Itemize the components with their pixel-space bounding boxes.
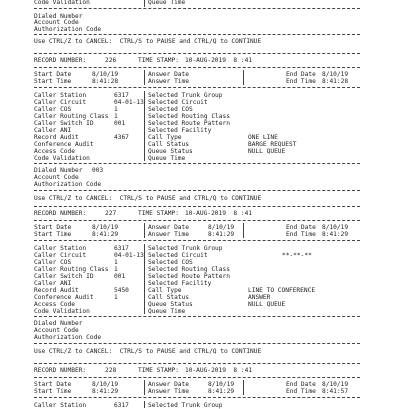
field-label: Caller Circuit <box>34 252 87 259</box>
time-stamp-label: TIME STAMP: <box>138 367 179 374</box>
end-time-label: End Time <box>286 388 316 395</box>
start-time: 8:41:28 <box>92 78 119 85</box>
header-rule <box>34 67 360 68</box>
field-value: 6317 <box>114 245 129 252</box>
answer-time: 8:41:29 <box>208 231 235 238</box>
column-divider <box>144 223 145 238</box>
field-label: Conference Audit <box>34 294 94 301</box>
field-label: Call Type <box>148 134 182 141</box>
field-label: Selected Facility <box>148 280 212 287</box>
start-time-label: Start Time <box>34 231 72 238</box>
field-value: **-**-** <box>282 252 312 259</box>
field-value: 4367 <box>114 134 129 141</box>
record-number: 228 <box>105 367 117 374</box>
time-stamp-label: TIME STAMP: <box>138 57 179 64</box>
field-value: 1 <box>114 113 118 120</box>
field-label: Selected Route Pattern <box>148 120 230 127</box>
date-block-rule <box>34 87 360 88</box>
field-label: Authorization Code <box>34 334 102 341</box>
field-value: 1 <box>114 106 118 113</box>
end-date-label: End Date <box>286 71 316 78</box>
header-rule <box>34 220 360 221</box>
record-top-rule <box>34 363 360 364</box>
field-value: 1 <box>114 259 118 266</box>
fields-rule <box>34 316 360 317</box>
field-label: Queue Time <box>148 0 186 6</box>
answer-date-label: Answer Date <box>148 224 189 231</box>
answer-date-label: Answer Date <box>148 71 189 78</box>
field-label: Caller Switch ID <box>34 273 94 280</box>
field-label: Selected Facility <box>148 127 212 134</box>
record-number-label: RECORD NUMBER: <box>34 367 87 374</box>
date-block-rule <box>34 240 360 241</box>
continue-message: Use CTRL/Z to CANCEL: CTRL/S to PAUSE and CTRL/Q to CONTINUE <box>34 348 262 355</box>
column-divider <box>144 70 145 85</box>
field-label: Caller Circuit <box>34 99 87 106</box>
field-label: Selected Routing Class <box>148 113 230 120</box>
answer-date: 8/10/19 <box>208 381 235 388</box>
answer-date-label: Answer Date <box>148 381 189 388</box>
start-time-label: Start Time <box>34 388 72 395</box>
field-label: Call Status <box>148 294 189 301</box>
record-number: 227 <box>105 210 117 217</box>
continue-message: Use CTRL/Z to CANCEL: CTRL/S to PAUSE and CTRL/Q to CONTINUE <box>34 195 262 202</box>
field-value: 003 <box>92 167 104 174</box>
field-label: Caller Routing Class <box>34 266 109 273</box>
field-value: 04-01-13 <box>114 252 144 259</box>
record-top-rule <box>34 53 360 54</box>
answer-time-label: Answer Time <box>148 388 189 395</box>
field-value: 001 <box>114 273 126 280</box>
dashed-rule <box>34 34 360 35</box>
field-value: NULL QUEUE <box>248 148 286 155</box>
field-label: Dialed Number <box>34 167 83 174</box>
start-date-label: Start Date <box>34 224 72 231</box>
column-divider <box>243 223 244 238</box>
field-label: Caller ANI <box>34 127 72 134</box>
field-value: 001 <box>114 120 126 127</box>
time-stamp: 10-AUG-2019 8 :41 <box>185 210 253 217</box>
end-date: 8/10/19 <box>322 224 349 231</box>
field-label: Dialed Number <box>34 13 83 20</box>
start-date: 8/10/19 <box>92 381 119 388</box>
field-label: Caller Station <box>34 245 87 252</box>
field-value: 5450 <box>114 287 129 294</box>
field-label: Selected Trunk Group <box>148 402 223 409</box>
end-date: 8/10/19 <box>322 381 349 388</box>
column-divider <box>144 401 145 408</box>
field-label: Queue Status <box>148 301 193 308</box>
field-label: Call Type <box>148 287 182 294</box>
answer-time-label: Answer Time <box>148 78 189 85</box>
field-label: Access Code <box>34 301 75 308</box>
record-number-label: RECORD NUMBER: <box>34 57 87 64</box>
field-label: Selected COS <box>148 259 193 266</box>
header-rule <box>34 377 360 378</box>
record-bottom-rule <box>34 190 360 191</box>
record-number-label: RECORD NUMBER: <box>34 210 87 217</box>
column-divider <box>144 380 145 395</box>
end-date: 8/10/19 <box>322 71 349 78</box>
continue-message: Use CTRL/Z to CANCEL: CTRL/S to PAUSE and CTRL/Q to CONTINUE <box>34 38 262 45</box>
start-date-label: Start Date <box>34 71 72 78</box>
fields-rule <box>34 163 360 164</box>
start-time: 8:41:29 <box>92 231 119 238</box>
field-label: Caller Station <box>34 92 87 99</box>
field-label: Access Code <box>34 148 75 155</box>
dashed-rule <box>34 8 360 9</box>
field-value: 6317 <box>114 92 129 99</box>
field-label: Record Audit <box>34 287 79 294</box>
field-label: Caller COS <box>34 259 72 266</box>
start-date: 8/10/19 <box>92 71 119 78</box>
field-label: Selected Trunk Group <box>148 92 223 99</box>
answer-time-label: Answer Time <box>148 231 189 238</box>
field-label: Selected Routing Class <box>148 266 230 273</box>
field-label: Queue Time <box>148 155 186 162</box>
field-label: Call Status <box>148 141 189 148</box>
field-value: LINE TO CONFERENCE <box>248 287 316 294</box>
field-value: NULL QUEUE <box>248 301 286 308</box>
column-divider <box>243 70 244 85</box>
field-value: 1 <box>114 266 118 273</box>
record-top-rule <box>34 206 360 207</box>
field-value: ANSWER <box>248 294 271 301</box>
field-label: Caller Station <box>34 402 87 409</box>
field-label: Caller COS <box>34 106 72 113</box>
start-time-label: Start Time <box>34 78 72 85</box>
field-label: Authorization Code <box>34 26 102 33</box>
field-label: Code Validation <box>34 155 90 162</box>
field-label: Selected Trunk Group <box>148 245 223 252</box>
date-block-rule <box>34 397 360 398</box>
field-label: Selected Route Pattern <box>148 273 230 280</box>
start-time: 8:41:29 <box>92 388 119 395</box>
field-value: ONE LINE <box>248 134 278 141</box>
record-number: 226 <box>105 57 117 64</box>
field-label: Authorization Code <box>34 181 102 188</box>
field-label: Selected Circuit <box>148 99 208 106</box>
end-time: 8:41:29 <box>322 231 349 238</box>
start-date-label: Start Date <box>34 381 72 388</box>
time-stamp: 10-AUG-2019 8 :41 <box>185 57 253 64</box>
field-value: BARGE REQUEST <box>248 141 297 148</box>
column-divider <box>243 380 244 395</box>
field-value: 04-01-13 <box>114 99 144 106</box>
field-label: Code Validation <box>34 308 90 315</box>
field-label: Caller Routing Class <box>34 113 109 120</box>
field-value: 6317 <box>114 402 129 409</box>
end-time: 8:41:57 <box>322 388 349 395</box>
field-label: Queue Status <box>148 148 193 155</box>
end-date-label: End Date <box>286 381 316 388</box>
field-label: Account Code <box>34 327 79 334</box>
end-time-label: End Time <box>286 231 316 238</box>
time-stamp: 10-AUG-2019 8 :41 <box>185 367 253 374</box>
field-label: Record Audit <box>34 134 79 141</box>
time-stamp-label: TIME STAMP: <box>138 210 179 217</box>
record-bottom-rule <box>34 343 360 344</box>
field-label: Queue Time <box>148 308 186 315</box>
end-time: 8:41:28 <box>322 78 349 85</box>
field-label: Caller Switch ID <box>34 120 94 127</box>
column-divider <box>144 91 145 161</box>
field-label: Selected Circuit <box>148 252 208 259</box>
field-label: Dialed Number <box>34 320 83 327</box>
field-label: Caller ANI <box>34 280 72 287</box>
field-label: Selected COS <box>148 106 193 113</box>
field-label: Account Code <box>34 19 79 26</box>
field-value: 1 <box>114 294 118 301</box>
field-label: Code Validation <box>34 0 90 6</box>
field-label: Conference Audit <box>34 141 94 148</box>
answer-date: 8/10/19 <box>208 224 235 231</box>
answer-time: 8:41:29 <box>208 388 235 395</box>
start-date: 8/10/19 <box>92 224 119 231</box>
column-divider <box>144 0 145 7</box>
end-date-label: End Date <box>286 224 316 231</box>
column-divider <box>144 244 145 314</box>
end-time-label: End Time <box>286 78 316 85</box>
field-label: Account Code <box>34 174 79 181</box>
